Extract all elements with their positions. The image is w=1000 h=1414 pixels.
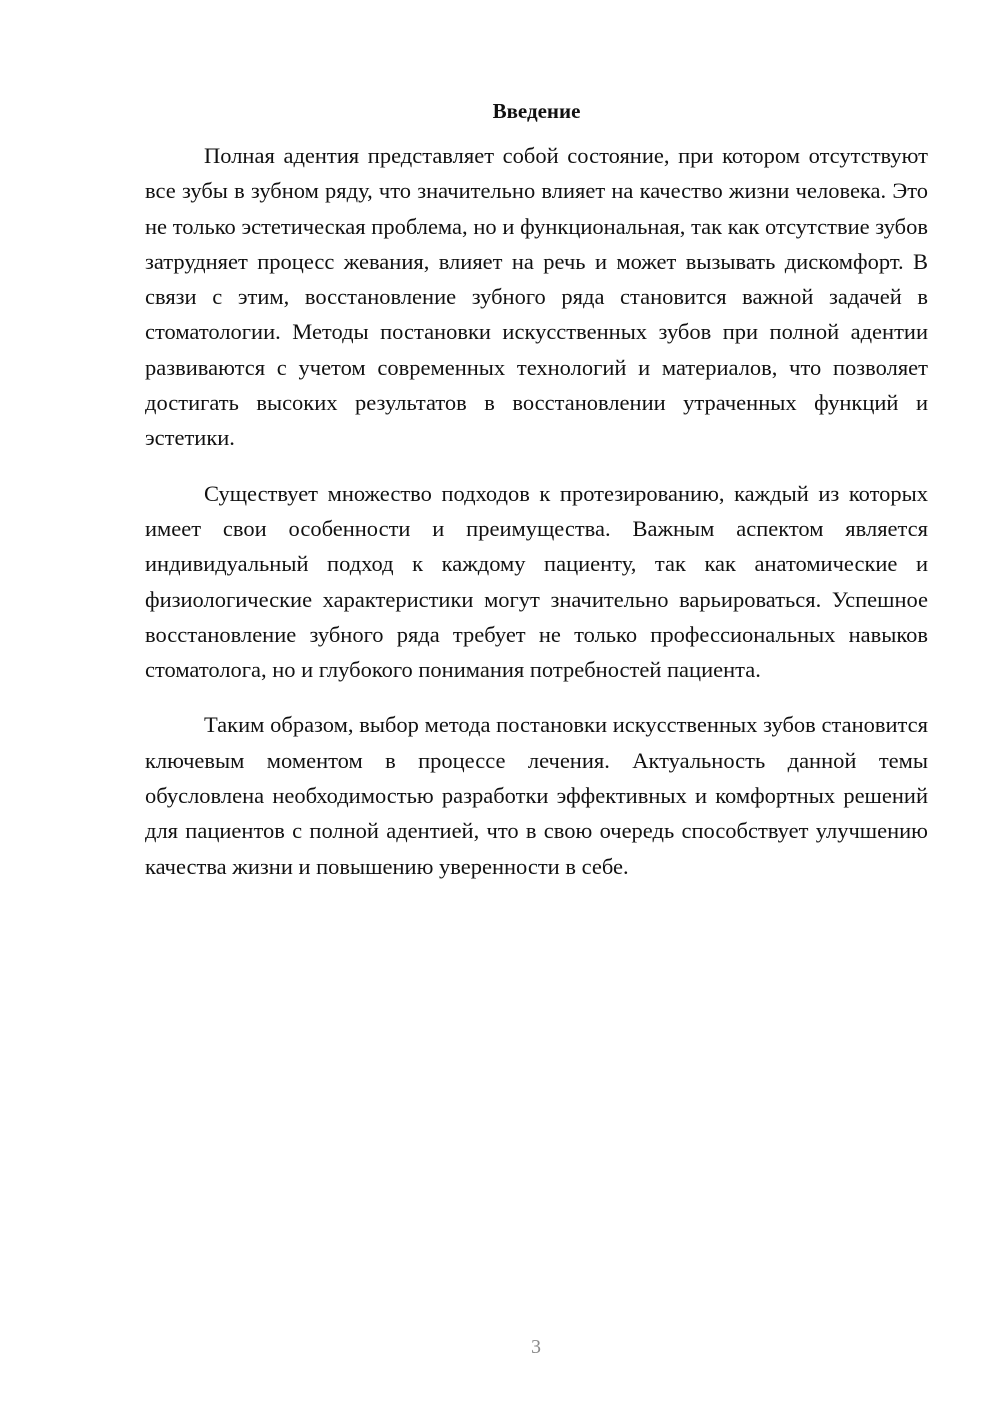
page-number: 3 — [531, 1336, 541, 1358]
page-content — [145, 96, 928, 904]
paragraph-3: Таким образом, выбор метода постановки искусственных зубов становится ключевым моментом в процессе лечения. Актуальность данной темы обусловлена необходимостью разработки эффективных и комфортных решений для пациентов с полной адентией, что в свою очередь способствует улучшению качества жизни и повышению уверенности в себе. — [145, 712, 928, 879]
paragraph-2: Существует множество подходов к протезированию, каждый из которых имеет свои особенности и преимущества. Важным аспектом является индивидуальный подход к каждому пациенту, так как анатомические и физиологические характеристики могут значительно варьироваться. Успешное восстановление зубного ряда требует не только профессиональных навыков стоматолога, но и глубокого понимания потребностей пациента. — [145, 480, 928, 683]
paragraph-1: Полная адентия представляет собой состояние, при котором отсутствуют все зубы в зубном ряду, что значительно влияет на качество жизни человека. Это не только эстетическая проблема, но и функциональная, так как отсутствие зубов затрудняет процесс жевания, влияет на речь и может вызывать дискомфорт. В связи с этим, восстановление зубного ряда становится важной задачей в стоматологии. Методы постановки искусственных зубов при полной адентии развиваются с учетом современных технологий и материалов, что позволяет достигать высоких результатов в восстановлении утраченных функций и эстетики. — [145, 143, 928, 451]
section-heading: Введение — [492, 99, 581, 123]
